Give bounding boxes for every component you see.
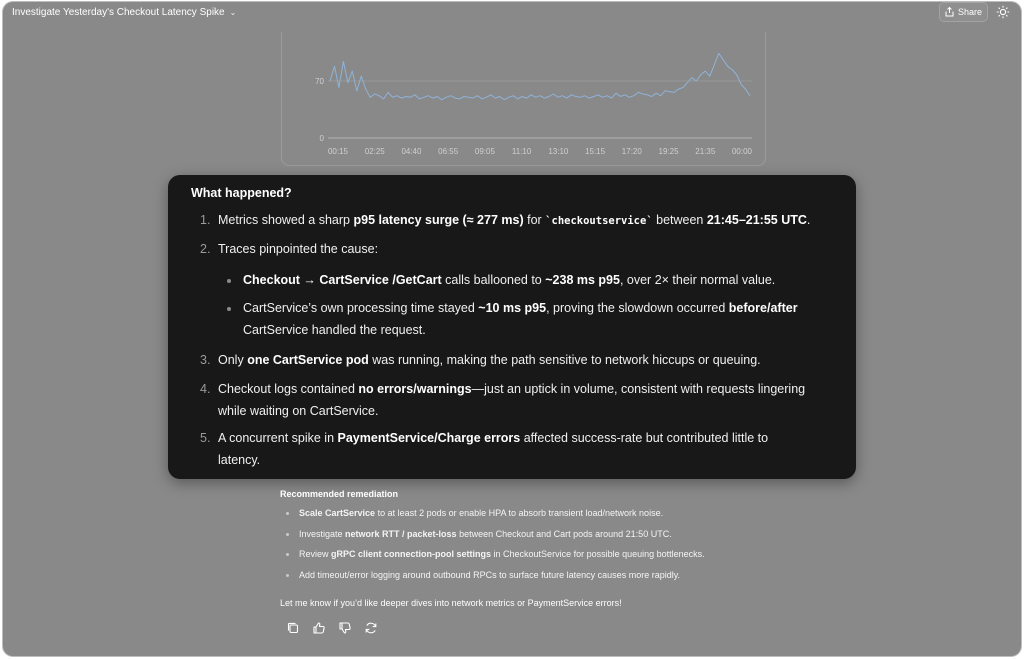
- bold-text: one CartService pod: [247, 353, 369, 367]
- bold-text: gRPC client connection-pool settings: [331, 549, 492, 559]
- text: A concurrent spike in: [218, 431, 338, 445]
- thumbs-down-icon[interactable]: [338, 621, 352, 635]
- followup-text: Let me know if you’d like deeper dives into network metrics or PaymentService errors!: [280, 598, 622, 608]
- bullet: [286, 533, 289, 536]
- bold-text: p95 latency surge (≈ 277 ms): [353, 213, 524, 227]
- copy-icon[interactable]: [286, 621, 300, 635]
- latency-chart-card: [281, 32, 766, 166]
- text: Metrics showed a sharp: [218, 213, 354, 227]
- x-tick-label: 00:15: [327, 147, 349, 156]
- latency-series-line: [330, 53, 750, 99]
- text: , over 2× their normal value.: [619, 273, 776, 287]
- bold-text: Scale CartService: [299, 508, 376, 518]
- x-tick-label: 04:40: [401, 147, 422, 156]
- item-number: 3.: [200, 353, 211, 367]
- text: Only: [218, 353, 248, 367]
- conversation-title: Investigate Yesterday's Checkout Latency Spike: [12, 7, 225, 18]
- conversation-title-dropdown[interactable]: [12, 7, 236, 18]
- x-tick-label: 13:10: [548, 147, 569, 156]
- bold-text: ~238 ms p95: [545, 273, 620, 287]
- item-number: 1.: [200, 213, 211, 227]
- x-tick-label: 02:25: [364, 147, 385, 156]
- bullet: [227, 307, 231, 311]
- text: , proving the slowdown occurred: [546, 301, 729, 315]
- bold-text: before/after: [728, 301, 798, 315]
- summary-item-5: [218, 430, 768, 446]
- sun-icon[interactable]: [996, 5, 1010, 19]
- text: Review: [299, 549, 332, 559]
- bold-text: 21:45–21:55 UTC: [706, 213, 807, 227]
- remediation-item: [280, 508, 663, 518]
- bold-text: Checkout → CartService /GetCart: [243, 273, 442, 287]
- summary-subitem-2: [243, 300, 798, 316]
- text: between: [652, 213, 707, 227]
- bullet: [227, 279, 231, 283]
- text: —just an uptick in volume, consistent with requests lingering: [471, 382, 806, 396]
- summary-item-5-cont: latency.: [218, 453, 261, 467]
- remediation-item: [280, 570, 680, 580]
- y-tick-label: 70: [315, 77, 324, 86]
- text: Investigate: [299, 529, 346, 539]
- bullet: [286, 574, 289, 577]
- text: for: [523, 213, 546, 227]
- thumbs-up-icon[interactable]: [312, 621, 326, 635]
- message-actions: [286, 621, 378, 635]
- latency-line-chart: [282, 32, 767, 166]
- text: calls ballooned to: [441, 273, 546, 287]
- summary-item-4-cont: while waiting on CartService.: [218, 404, 379, 418]
- x-tick-label: 06:55: [438, 147, 459, 156]
- panel-heading: What happened?: [191, 186, 292, 200]
- app-window: [3, 2, 1021, 656]
- x-tick-label: 09:05: [474, 147, 495, 156]
- summary-item-4: [218, 381, 805, 397]
- summary-subitem-1: [243, 272, 775, 288]
- x-tick-label: 11:10: [511, 147, 532, 156]
- summary-item-2: Traces pinpointed the cause:: [218, 242, 379, 256]
- inline-code: `checkoutservice`: [545, 215, 653, 227]
- text: CartService’s own processing time stayed: [243, 301, 479, 315]
- bullet: [286, 512, 289, 515]
- x-tick-label: 17:20: [621, 147, 642, 156]
- item-number: 2.: [200, 242, 211, 256]
- bullet: [286, 553, 289, 556]
- text: between Checkout and Cart pods around 21:50 UTC.: [456, 529, 672, 539]
- item-number: 5.: [200, 431, 211, 445]
- text: .: [806, 213, 811, 227]
- text: to at least 2 pods or enable HPA to absorb transient load/network noise.: [375, 508, 664, 518]
- x-tick-label: 15:15: [585, 147, 606, 156]
- bold-text: ~10 ms p95: [478, 301, 547, 315]
- summary-subitem-2-cont: CartService handled the request.: [243, 323, 426, 337]
- text: was running, making the path sensitive to network hiccups or queuing.: [368, 353, 761, 367]
- what-happened-panel: [168, 175, 856, 479]
- remediation-heading: Recommended remediation: [280, 489, 399, 499]
- x-tick-label: 19:25: [658, 147, 679, 156]
- x-tick-label: 21:35: [695, 147, 716, 156]
- bold-text: PaymentService/Charge errors: [337, 431, 521, 445]
- remediation-item: [280, 529, 672, 539]
- text: Add timeout/error logging around outbound RPCs to surface future latency causes more rapidly.: [299, 570, 681, 580]
- summary-item-1: [218, 212, 810, 229]
- bold-text: no errors/warnings: [358, 382, 472, 396]
- item-number: 4.: [200, 382, 211, 396]
- y-tick-label: 0: [319, 134, 324, 143]
- text: Checkout logs contained: [218, 382, 359, 396]
- remediation-item: [280, 549, 705, 559]
- summary-item-3: [218, 352, 761, 368]
- regenerate-icon[interactable]: [364, 621, 378, 635]
- text: in CheckoutService for possible queuing bottlenecks.: [491, 549, 705, 559]
- x-tick-label: 00:00: [731, 147, 753, 156]
- text: affected success-rate but contributed little to: [520, 431, 769, 445]
- share-button[interactable]: [939, 2, 988, 22]
- chevron-down-icon: ⌄: [229, 8, 237, 17]
- share-label: Share: [957, 7, 983, 17]
- share-icon: [945, 7, 954, 17]
- bold-text: network RTT / packet-loss: [345, 529, 457, 539]
- top-bar: [3, 2, 1021, 24]
